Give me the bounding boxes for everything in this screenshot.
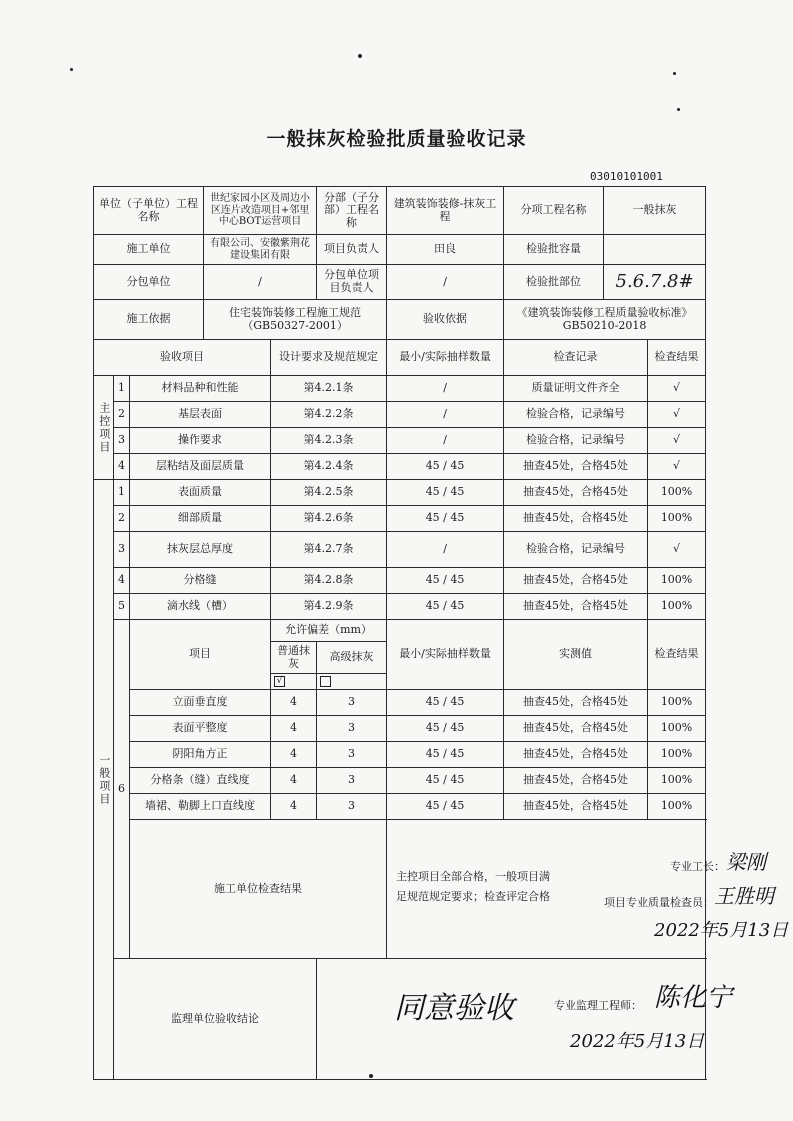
main-item-sample: 45 / 45	[387, 454, 504, 480]
main-item-record: 质量证明文件齐全	[504, 376, 648, 402]
deviation-no: 6	[114, 620, 130, 959]
general-item-no: 4	[114, 568, 130, 594]
general-item-name: 细部质量	[130, 506, 271, 532]
scan-speck	[358, 54, 362, 58]
general-item-no: 1	[114, 480, 130, 506]
main-item-sample: /	[387, 402, 504, 428]
table-row	[94, 716, 706, 742]
manager-value: 田良	[387, 235, 504, 265]
deviation-row-sample: 45 / 45	[387, 742, 504, 768]
col-record: 检查记录	[504, 340, 648, 376]
deviation-row-record: 抽查45处，合格45处	[504, 768, 648, 794]
basis-value: 住宅装饰装修工程施工规范（GB50327-2001）	[204, 300, 387, 340]
supervision-label: 监理单位验收结论	[114, 959, 317, 1080]
supervision-conclusion-signature: 同意验收	[394, 991, 515, 1026]
table-row	[94, 402, 706, 428]
scan-speck	[677, 108, 680, 111]
general-item-no: 3	[114, 532, 130, 568]
general-item-sample: 45 / 45	[387, 506, 504, 532]
main-item-sample: /	[387, 376, 504, 402]
normal-checkbox[interactable]: √	[274, 676, 285, 687]
general-item-record: 抽查45处，合格45处	[504, 568, 648, 594]
scan-speck	[369, 1074, 373, 1078]
deviation-row-result: 100%	[648, 690, 706, 716]
scan-speck	[70, 68, 73, 71]
acceptance-basis-value: 《建筑装饰装修工程质量验收标准》GB50210-2018	[504, 300, 706, 340]
general-item-result: 100%	[648, 568, 706, 594]
general-item-spec: 第4.2.9条	[271, 594, 387, 620]
supervision-date: 2022年5月13日	[570, 1031, 705, 1052]
main-item-spec: 第4.2.1条	[271, 376, 387, 402]
deviation-row-name: 阴阳角方正	[130, 742, 271, 768]
deviation-row-normal: 4	[271, 794, 317, 820]
main-item-spec: 第4.2.3条	[271, 428, 387, 454]
foreman-signature: 梁刚	[726, 850, 767, 874]
part-label: 检验批部位	[504, 265, 604, 300]
general-items-label: 一般项目	[94, 480, 114, 1080]
subcontractor-value: /	[204, 265, 317, 300]
deviation-row-result: 100%	[648, 794, 706, 820]
deviation-row-record: 抽查45处，合格45处	[504, 716, 648, 742]
table-row	[94, 568, 706, 594]
table-row	[94, 594, 706, 620]
general-item-record: 抽查45处，合格45处	[504, 506, 648, 532]
main-item-no: 4	[114, 454, 130, 480]
deviation-row-sample: 45 / 45	[387, 794, 504, 820]
table-row	[94, 794, 706, 820]
sub-value: 建筑装饰装修-抹灰工程	[387, 187, 504, 235]
main-item-record: 检验合格，记录编号	[504, 402, 648, 428]
deviation-row-name: 分格条（缝）直线度	[130, 768, 271, 794]
main-items-label: 主控项目	[94, 376, 114, 480]
acceptance-record-table	[93, 186, 789, 1080]
main-item-name: 材料品种和性能	[130, 376, 271, 402]
general-item-result: 100%	[648, 594, 706, 620]
deviation-row-result: 100%	[648, 716, 706, 742]
unit-label: 单位（子单位）工程名称	[94, 187, 204, 235]
deviation-row-sample: 45 / 45	[387, 716, 504, 742]
deviation-row-result: 100%	[648, 768, 706, 794]
table-row	[94, 454, 706, 480]
general-item-sample: 45 / 45	[387, 594, 504, 620]
deviation-row-name: 表面平整度	[130, 716, 271, 742]
header-row-contractor	[94, 235, 706, 265]
header-row-subcontractor	[94, 265, 706, 300]
main-item-no: 1	[114, 376, 130, 402]
subcontractor-label: 分包单位	[94, 265, 204, 300]
general-item-result: 100%	[648, 480, 706, 506]
deviation-row-record: 抽查45处，合格45处	[504, 794, 648, 820]
main-item-record: 抽查45处，合格45处	[504, 454, 648, 480]
advanced-checkbox-cell	[317, 674, 387, 690]
main-item-spec: 第4.2.4条	[271, 454, 387, 480]
inspector-signature: 王胜明	[714, 884, 775, 908]
unit-value: 世纪家园小区及周边小区连片改造项目+邻里中心BOT运营项目	[204, 187, 317, 235]
general-item-no: 2	[114, 506, 130, 532]
table-row	[94, 428, 706, 454]
deviation-row-advanced: 3	[317, 716, 387, 742]
main-item-spec: 第4.2.2条	[271, 402, 387, 428]
deviation-sample-label: 最小/实际抽样数量	[387, 620, 504, 690]
supervision-content	[317, 959, 733, 1080]
advanced-label: 高级抹灰	[317, 642, 387, 674]
general-item-result: 100%	[648, 506, 706, 532]
advanced-checkbox[interactable]	[320, 676, 331, 687]
deviation-row-result: 100%	[648, 742, 706, 768]
deviation-row-normal: 4	[271, 768, 317, 794]
deviation-row-advanced: 3	[317, 768, 387, 794]
main-item-no: 3	[114, 428, 130, 454]
sub-manager-value: /	[387, 265, 504, 300]
item-value: 一般抹灰	[604, 187, 706, 235]
main-item-result: √	[648, 454, 706, 480]
sub-label: 分部（子分部）工程名称	[317, 187, 387, 235]
deviation-row-normal: 4	[271, 690, 317, 716]
deviation-row-advanced: 3	[317, 690, 387, 716]
contractor-value: 有限公司、安徽紫荆花建设集团有限	[204, 235, 317, 265]
general-item-sample: 45 / 45	[387, 568, 504, 594]
normal-label: 普通抹灰	[271, 642, 317, 674]
construction-date: 2022年5月13日	[654, 920, 789, 941]
general-item-name: 表面质量	[130, 480, 271, 506]
deviation-measured-label: 实测值	[504, 620, 648, 690]
engineer-label: 专业监理工程师：	[554, 999, 643, 1012]
main-item-name: 基层表面	[130, 402, 271, 428]
deviation-row-advanced: 3	[317, 742, 387, 768]
deviation-header-row-1	[94, 620, 706, 642]
deviation-row-record: 抽查45处，合格45处	[504, 690, 648, 716]
header-row-unit	[94, 187, 706, 235]
construction-conclusion-line2: 足规范规定要求；检查评定合格	[396, 890, 551, 903]
deviation-row-normal: 4	[271, 742, 317, 768]
table-row	[94, 506, 706, 532]
main-item-result: √	[648, 376, 706, 402]
general-item-sample: /	[387, 532, 504, 568]
contractor-label: 施工单位	[94, 235, 204, 265]
table-row	[94, 376, 706, 402]
part-value: 5.6.7.8#	[604, 265, 706, 300]
sub-manager-label: 分包单位项目负责人	[317, 265, 387, 300]
general-item-spec: 第4.2.5条	[271, 480, 387, 506]
deviation-row-sample: 45 / 45	[387, 690, 504, 716]
col-result: 检查结果	[648, 340, 706, 376]
record-code: 03010101001	[590, 170, 663, 183]
deviation-allow-label: 允许偏差（mm）	[271, 620, 387, 642]
general-item-name: 抹灰层总厚度	[130, 532, 271, 568]
construction-conclusion-line1: 主控项目全部合格，一般项目满	[396, 870, 551, 883]
general-item-name: 分格缝	[130, 568, 271, 594]
deviation-row-sample: 45 / 45	[387, 768, 504, 794]
normal-checkbox-cell	[271, 674, 317, 690]
column-header-row	[94, 340, 706, 376]
foreman-label: 专业工长：	[670, 860, 726, 873]
deviation-row-normal: 4	[271, 716, 317, 742]
deviation-row-advanced: 3	[317, 794, 387, 820]
construction-check-row	[94, 820, 706, 959]
main-item-name: 操作要求	[130, 428, 271, 454]
col-item: 验收项目	[94, 340, 271, 376]
page-title: 一般抹灰检验批质量验收记录	[266, 128, 527, 150]
col-design: 设计要求及规范规定	[271, 340, 387, 376]
general-item-record: 抽查45处，合格45处	[504, 480, 648, 506]
manager-label: 项目负责人	[317, 235, 387, 265]
acceptance-basis-label: 验收依据	[387, 300, 504, 340]
table-row	[94, 742, 706, 768]
general-item-spec: 第4.2.7条	[271, 532, 387, 568]
table-row	[94, 480, 706, 506]
deviation-item-label: 项目	[130, 620, 271, 690]
general-item-name: 滴水线（槽）	[130, 594, 271, 620]
capacity-label: 检验批容量	[504, 235, 604, 265]
inspector-label: 项目专业质量检查员：	[604, 896, 715, 909]
general-item-spec: 第4.2.8条	[271, 568, 387, 594]
main-item-sample: /	[387, 428, 504, 454]
table-row	[94, 690, 706, 716]
general-item-sample: 45 / 45	[387, 480, 504, 506]
supervision-row	[94, 959, 706, 1080]
main-item-result: √	[648, 428, 706, 454]
general-item-no: 5	[114, 594, 130, 620]
deviation-row-name: 立面垂直度	[130, 690, 271, 716]
deviation-result-label: 检查结果	[648, 620, 706, 690]
item-label: 分项工程名称	[504, 187, 604, 235]
general-item-result: √	[648, 532, 706, 568]
main-item-record: 检验合格，记录编号	[504, 428, 648, 454]
main-item-result: √	[648, 402, 706, 428]
construction-check-label: 施工单位检查结果	[130, 820, 387, 959]
table-row	[94, 768, 706, 794]
scan-speck	[673, 72, 676, 75]
deviation-row-name: 墙裙、勒脚上口直线度	[130, 794, 271, 820]
construction-check-content	[387, 820, 789, 959]
main-item-name: 层粘结及面层质量	[130, 454, 271, 480]
header-row-basis	[94, 300, 706, 340]
deviation-row-record: 抽查45处，合格45处	[504, 742, 648, 768]
general-item-spec: 第4.2.6条	[271, 506, 387, 532]
engineer-signature: 陈化宁	[654, 983, 733, 1013]
main-item-no: 2	[114, 402, 130, 428]
table-row	[94, 532, 706, 568]
general-item-record: 检验合格，记录编号	[504, 532, 648, 568]
capacity-value	[604, 235, 706, 265]
general-item-record: 抽查45处，合格45处	[504, 594, 648, 620]
col-sample: 最小/实际抽样数量	[387, 340, 504, 376]
basis-label: 施工依据	[94, 300, 204, 340]
